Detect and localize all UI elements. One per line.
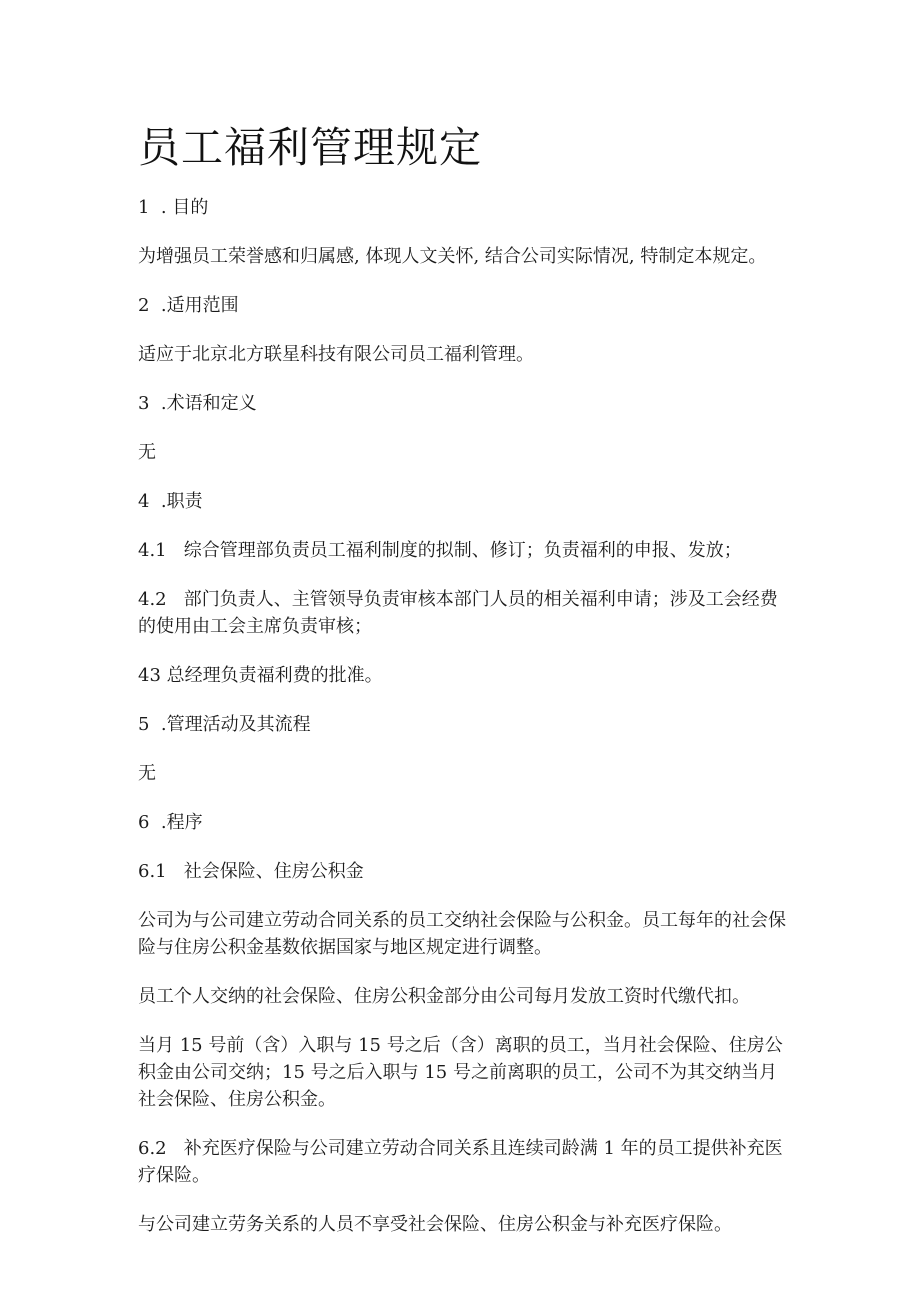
document-page	[138, 118, 788, 1260]
paragraph-6-1-c: 当月 15 号前（含）入职与 15 号之后（含）离职的员工，当月社会保险、住房公积金由公司交纳；15 号之后入职与 15 号之前离职的员工，公司不为其交纳当月社会保险、住房公积金。	[138, 1035, 783, 1110]
section-heading-terms: 3 .术语和定义	[138, 393, 257, 414]
paragraph-purpose: 为增强员工荣誉感和归属感, 体现人文关怀, 结合公司实际情况, 特制定本规定。	[138, 246, 767, 267]
paragraph-4-3: 43 总经理负责福利费的批准。	[138, 665, 383, 686]
paragraph-4-2: 4.2 部门负责人、主管领导负责审核本部门人员的相关福利申请；涉及工会经费的使用由工会主席负责审核；	[138, 589, 778, 637]
paragraph-6-2-b: 与公司建立劳务关系的人员不享受社会保险、住房公积金与补充医疗保险。	[138, 1214, 732, 1235]
section-heading-activities: 5 .管理活动及其流程	[138, 714, 311, 735]
paragraph-activities: 无	[138, 763, 156, 784]
paragraph-scope: 适应于北京北方联星科技有限公司员工福利管理。	[138, 344, 534, 365]
section-heading-scope: 2 .适用范围	[138, 295, 239, 316]
paragraph-4-1: 4.1 综合管理部负责员工福利制度的拟制、修订；负责福利的申报、发放；	[138, 540, 742, 561]
section-heading-responsibilities: 4 .职责	[138, 491, 203, 512]
document-title: 员工福利管理规定	[138, 123, 483, 172]
section-heading-procedure: 6 .程序	[138, 812, 203, 833]
paragraph-6-2: 6.2 补充医疗保险与公司建立劳动合同关系且连续司龄满 1 年的员工提供补充医疗保险。	[138, 1138, 783, 1186]
paragraph-6-1-b: 员工个人交纳的社会保险、住房公积金部分由公司每月发放工资时代缴代扣。	[138, 986, 750, 1007]
subsection-heading-6-1: 6.1 社会保险、住房公积金	[138, 861, 364, 882]
section-heading-purpose: 1 . 目的	[138, 197, 209, 218]
paragraph-terms: 无	[138, 442, 156, 463]
paragraph-6-1-a: 公司为与公司建立劳动合同关系的员工交纳社会保险与公积金。员工每年的社会保险与住房公积金基数依据国家与地区规定进行调整。	[138, 910, 786, 958]
